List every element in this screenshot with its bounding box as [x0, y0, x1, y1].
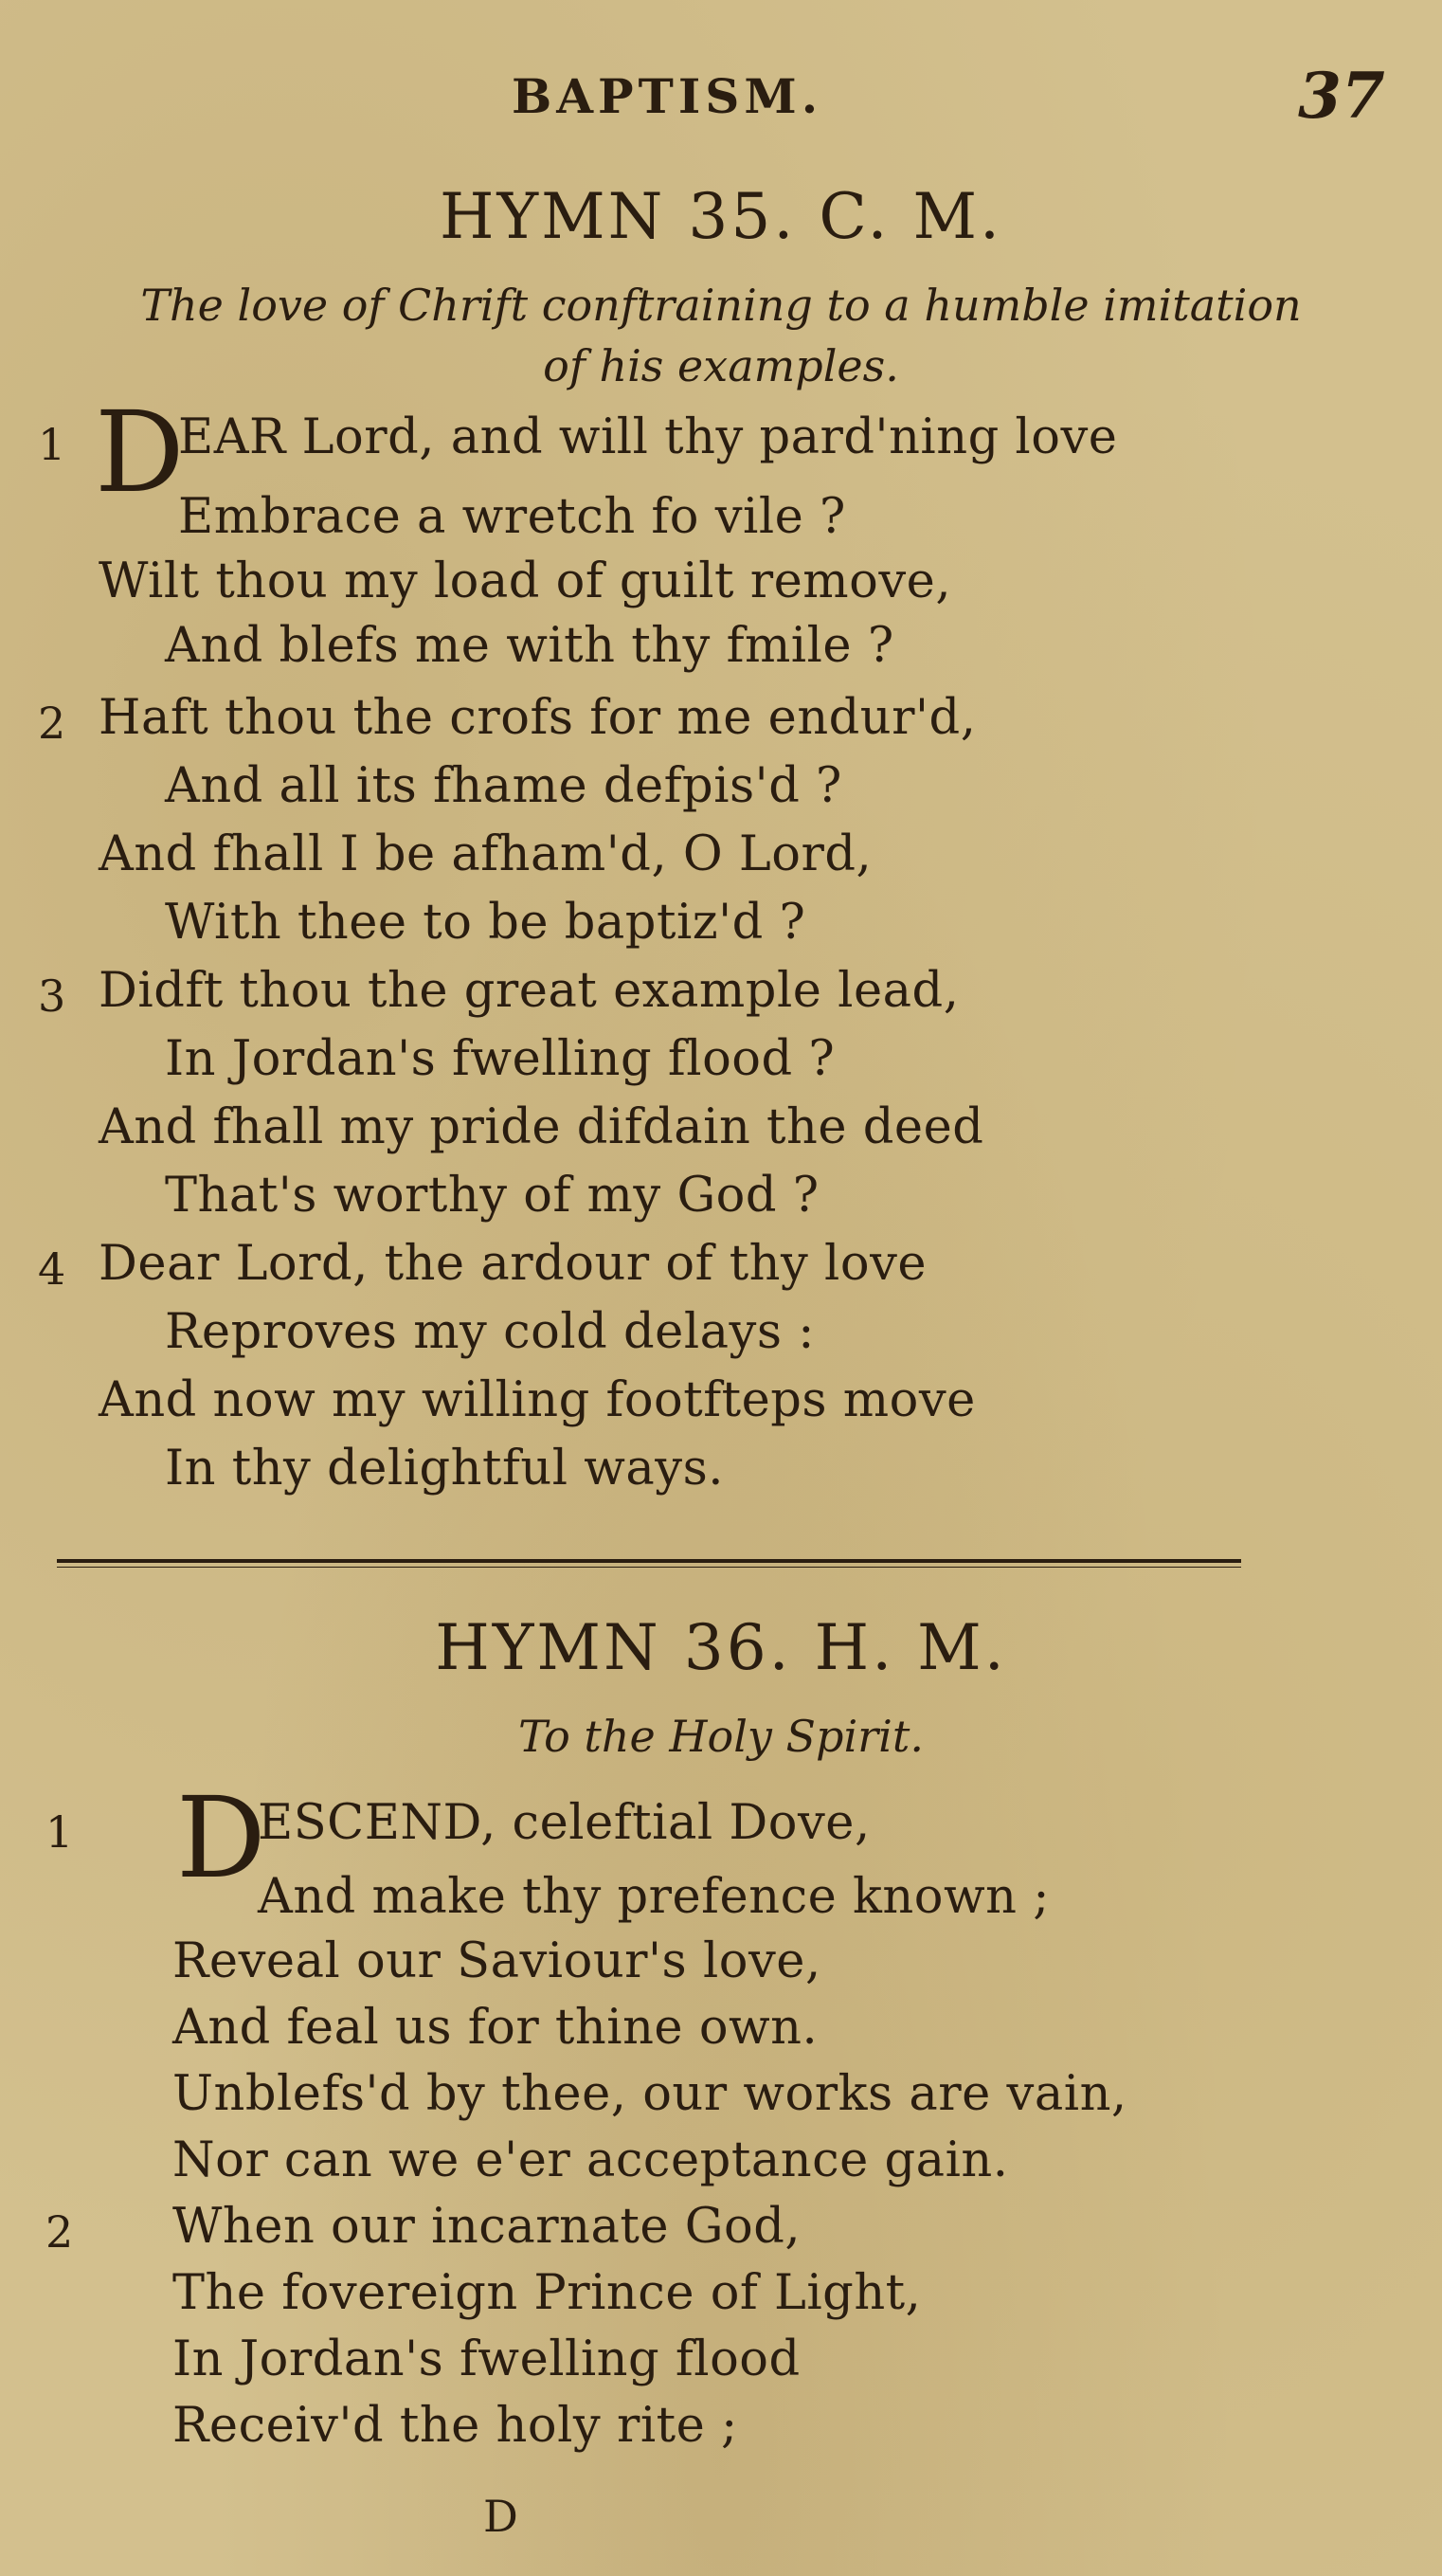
section-divider-rule-thin: [57, 1567, 1241, 1568]
section-divider-rule: [57, 1559, 1241, 1563]
hymn-36-v1-line-5: Unblefs'd by thee, our works are vain,: [172, 2066, 1127, 2122]
hymn-36-v1-line-2: And make thy prefence known ;: [258, 1869, 1050, 1925]
hymn-35-v3-line-2: In Jordan's fwelling flood ?: [165, 1031, 836, 1087]
hymn-35-v2-line-4: With thee to be baptiz'd ?: [165, 895, 806, 951]
hymn-35-v1-line-3: Wilt thou my load of guilt remove,: [99, 553, 952, 609]
hymn-36-verse-2-number: 2: [45, 2206, 74, 2258]
hymn-35-dropcap: D: [95, 387, 185, 517]
hymn-36-v2-line-2: The fovereign Prince of Light,: [172, 2265, 922, 2321]
hymn-36-v1-line-6: Nor can we e'er acceptance gain.: [172, 2132, 1009, 2188]
hymn-35-v4-line-1: Dear Lord, the ardour of thy love: [99, 1236, 928, 1292]
hymn-35-verse-2-number: 2: [38, 698, 66, 749]
hymn-36-v1-line-1: ESCEND, celeftial Dove,: [258, 1795, 871, 1851]
hymn-35-v2-line-3: And fhall I be afham'd, O Lord,: [99, 826, 873, 882]
hymn-36-dropcap: D: [176, 1772, 266, 1903]
hymn-35-v1-line-1: EAR Lord, and will thy pard'ning love: [178, 409, 1118, 465]
catchword: D: [483, 2491, 518, 2542]
hymn-35-verse-4-number: 4: [38, 1243, 66, 1295]
hymn-35-v4-line-4: In thy delightful ways.: [165, 1441, 725, 1497]
hymn-35-v4-line-3: And now my willing footfteps move: [99, 1372, 976, 1428]
hymn-36-v2-line-3: In Jordan's fwelling flood: [172, 2331, 801, 2387]
hymn-35-v1-line-2: Embrace a wretch fo vile ?: [178, 489, 846, 545]
hymn-36-v1-line-4: And feal us for thine own.: [172, 2000, 819, 2056]
hymn-35-subtitle-line-1: The love of Chrift conftraining to a humble imitation: [140, 280, 1302, 331]
hymn-36-heading: HYMN 36. H. M.: [435, 1611, 1007, 1684]
hymn-36-v1-line-3: Reveal our Saviour's love,: [172, 1933, 821, 1989]
hymn-35-v2-line-2: And all its fhame defpis'd ?: [165, 758, 842, 814]
hymn-35-v2-line-1: Haft thou the crofs for me endur'd,: [99, 690, 977, 746]
running-head: [0, 59, 1442, 135]
hymn-35-v4-line-2: Reproves my cold delays :: [165, 1304, 815, 1360]
hymn-35-verse-3-number: 3: [38, 971, 66, 1022]
hymn-36-subtitle: To the Holy Spirit.: [518, 1711, 924, 1762]
hymn-36-v2-line-4: Receiv'd the holy rite ;: [172, 2398, 738, 2454]
hymn-35-verse-1-number: 1: [38, 419, 66, 470]
hymn-35-heading: HYMN 35. C. M.: [439, 180, 1003, 253]
hymn-35-v1-line-4: And blefs me with thy fmile ?: [165, 618, 894, 674]
hymn-36-verse-1-number: 1: [45, 1806, 74, 1858]
section-title: BAPTISM.: [512, 68, 823, 124]
page-number: 37: [1298, 59, 1385, 133]
hymn-35-subtitle: [0, 275, 1442, 396]
hymn-36-v2-line-1: When our incarnate God,: [172, 2199, 802, 2255]
hymn-35-v3-line-1: Didft thou the great example lead,: [99, 963, 960, 1019]
hymn-35-v3-line-3: And fhall my pride difdain the deed: [99, 1099, 984, 1155]
hymn-35-v3-line-4: That's worthy of my God ?: [165, 1168, 820, 1224]
hymn-35-subtitle-line-2: of his examples.: [543, 340, 899, 391]
